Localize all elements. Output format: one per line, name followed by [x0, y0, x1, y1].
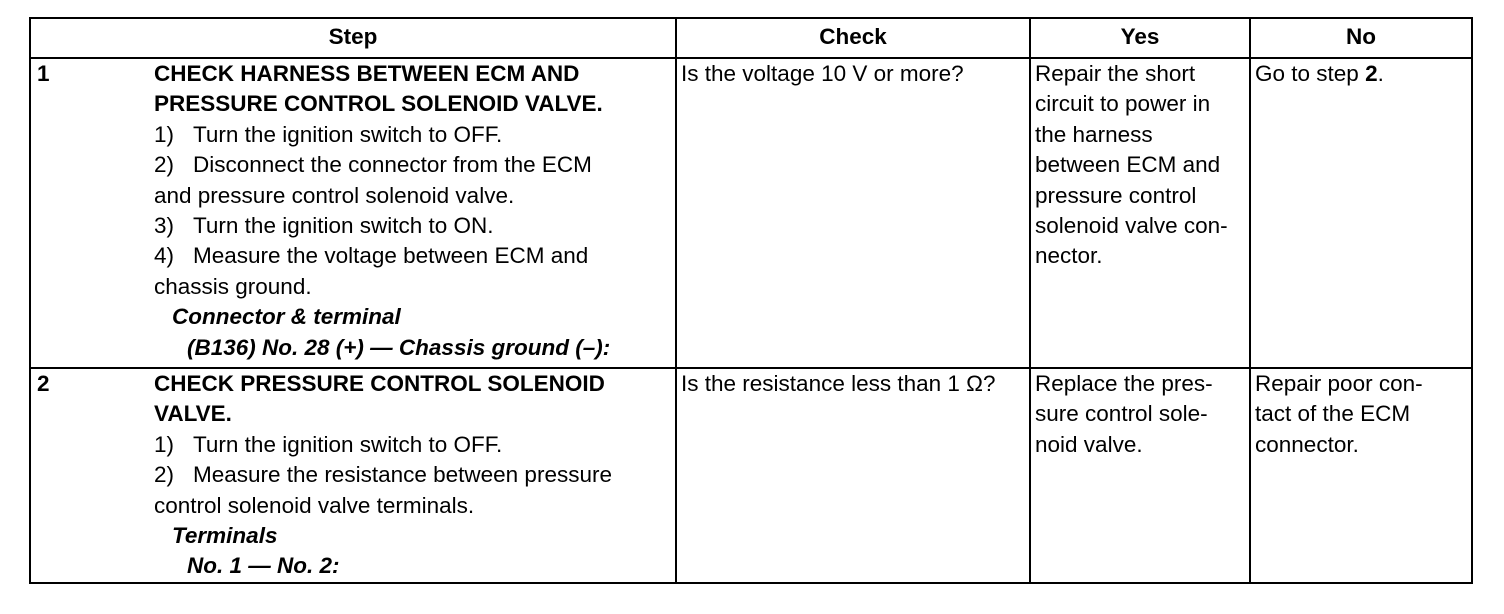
yes-line: Repair the short — [1035, 61, 1196, 86]
no-prefix: Go to step — [1255, 61, 1366, 86]
header-row — [30, 18, 1472, 58]
step-description — [148, 58, 676, 368]
instruction-number: 1) — [154, 431, 175, 457]
header-check: Check — [676, 18, 1030, 58]
instruction-number: 4) — [154, 243, 175, 269]
step-description — [148, 368, 676, 583]
step-number: 2 — [30, 368, 148, 583]
instruction-line — [154, 460, 673, 490]
instruction-line — [154, 241, 673, 271]
spec-value: (B136) No. 28 (+) — Chassis ground (–): — [187, 334, 611, 360]
check-text: Is the resistance less than 1 Ω? — [681, 371, 996, 396]
no-cell — [1250, 58, 1472, 368]
check-cell — [676, 368, 1030, 583]
yes-line: nector. — [1035, 243, 1103, 269]
step-title-line: CHECK PRESSURE CONTROL SOLENOID — [154, 371, 605, 396]
yes-line: Replace the pres- — [1035, 371, 1213, 396]
instruction-text: Turn the ignition switch to OFF. — [193, 121, 503, 147]
instruction-line — [154, 430, 673, 460]
instruction-continuation: control solenoid valve terminals. — [154, 492, 475, 518]
diagnostic-table — [29, 17, 1473, 584]
table-row — [30, 58, 1472, 368]
instruction-text: Turn the ignition switch to ON. — [193, 213, 494, 239]
no-line: tact of the ECM — [1255, 401, 1411, 427]
yes-line: noid valve. — [1035, 431, 1143, 457]
instruction-number: 2) — [154, 152, 175, 178]
no-suffix: . — [1377, 61, 1384, 86]
yes-line: solenoid valve con- — [1035, 213, 1228, 239]
instruction-continuation: chassis ground. — [154, 273, 312, 299]
table-row — [30, 368, 1472, 583]
no-text — [1255, 59, 1467, 89]
yes-line: between ECM and — [1035, 152, 1221, 178]
instruction-text: Measure the voltage between ECM and — [193, 243, 589, 269]
yes-cell — [1030, 368, 1250, 583]
no-cell — [1250, 368, 1472, 583]
yes-line: the harness — [1035, 121, 1153, 147]
step-title-line: CHECK HARNESS BETWEEN ECM AND — [154, 61, 580, 86]
step-title-line: PRESSURE CONTROL SOLENOID VALVE. — [154, 91, 603, 117]
yes-line: pressure control — [1035, 182, 1197, 208]
instruction-text: Measure the resistance between pressure — [193, 462, 612, 488]
header-yes: Yes — [1030, 18, 1250, 58]
step-title-line: VALVE. — [154, 401, 232, 427]
spec-label: Connector & terminal — [172, 304, 401, 330]
diagnostic-table-sheet — [29, 17, 1471, 584]
instruction-line — [154, 120, 673, 150]
instruction-line — [154, 211, 673, 241]
instruction-number: 3) — [154, 213, 175, 239]
instruction-text: Turn the ignition switch to OFF. — [193, 431, 503, 457]
spec-label: Terminals — [172, 523, 278, 549]
no-line: Repair poor con- — [1255, 371, 1423, 396]
instruction-line — [154, 150, 673, 180]
spec-value: No. 1 — No. 2: — [187, 553, 340, 579]
check-text: Is the voltage 10 V or more? — [681, 61, 964, 86]
go-to-step-number: 2 — [1365, 61, 1378, 86]
step-number: 1 — [30, 58, 148, 368]
no-line: connector. — [1255, 431, 1359, 457]
yes-line: sure control sole- — [1035, 401, 1208, 427]
instruction-text: Disconnect the connector from the ECM — [193, 152, 592, 178]
instruction-number: 2) — [154, 462, 175, 488]
header-step: Step — [30, 18, 676, 58]
yes-cell — [1030, 58, 1250, 368]
instruction-number: 1) — [154, 121, 175, 147]
yes-line: circuit to power in — [1035, 91, 1211, 117]
header-no: No — [1250, 18, 1472, 58]
check-cell — [676, 58, 1030, 368]
instruction-continuation: and pressure control solenoid valve. — [154, 182, 515, 208]
